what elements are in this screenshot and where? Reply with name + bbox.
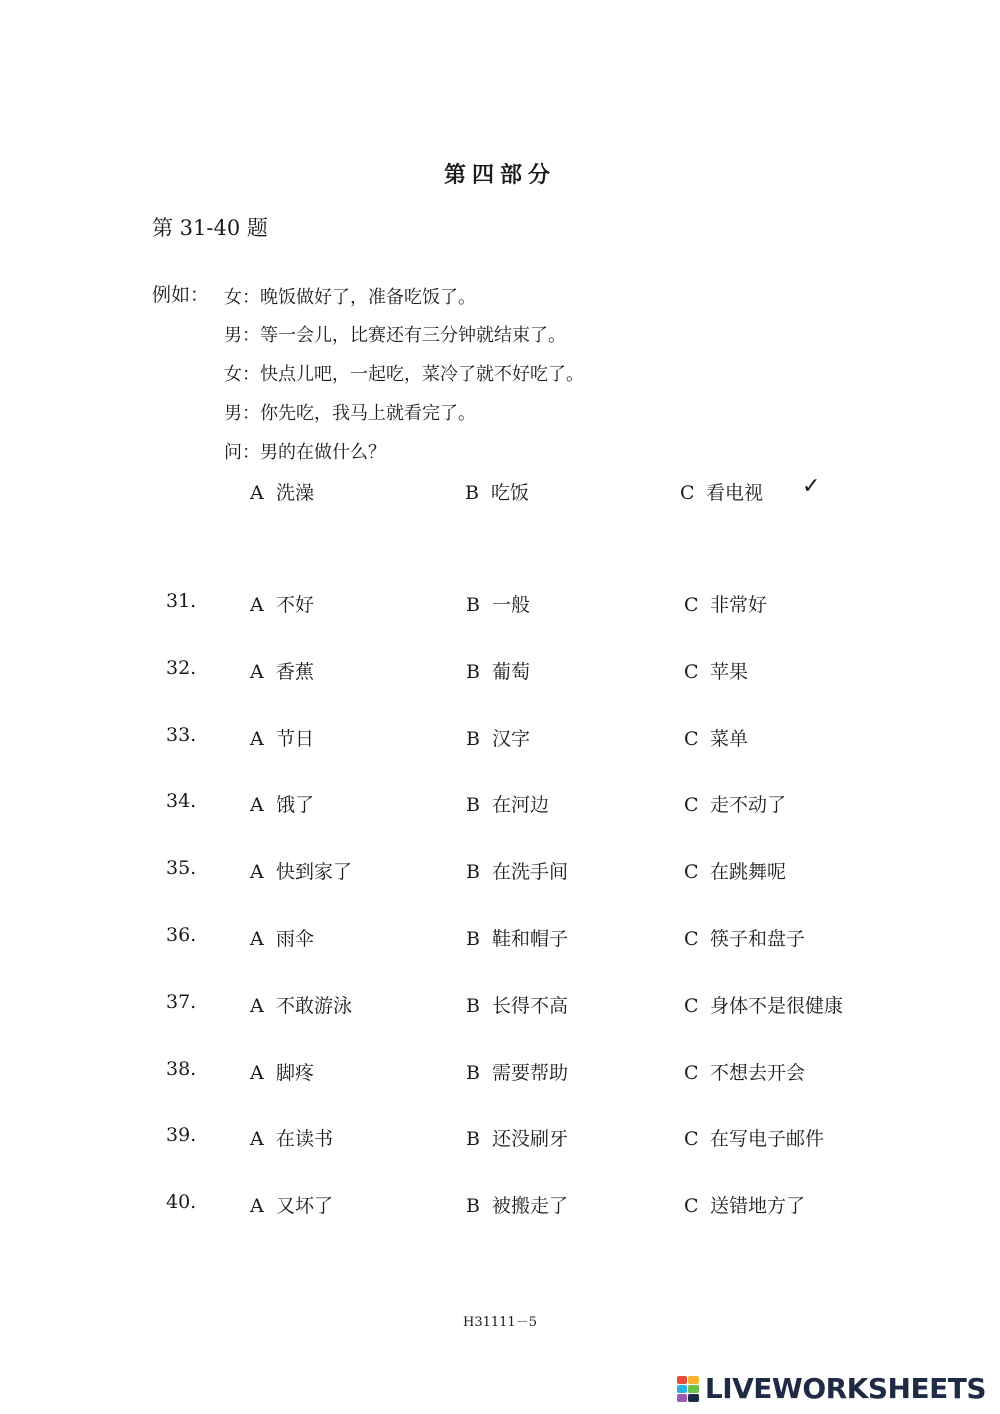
question-number: 39. <box>166 1124 197 1146</box>
brand-name: LIVEWORKSHEETS <box>704 1372 986 1405</box>
question-number: 34. <box>166 790 197 812</box>
example-option-c <box>680 478 763 505</box>
question-number: 37. <box>166 991 197 1013</box>
option-letter: C <box>684 661 699 683</box>
option-text: 还没刷牙 <box>492 1128 569 1150</box>
option-text: 香蕉 <box>276 661 315 683</box>
option-letter: C <box>684 1062 699 1084</box>
option-letter: C <box>684 794 699 816</box>
question-number: 36. <box>166 924 197 946</box>
answer-option-c[interactable] <box>684 657 748 684</box>
option-text: 快到家了 <box>276 861 353 883</box>
answer-option-a[interactable] <box>250 1191 333 1218</box>
option-letter: B <box>466 1062 480 1084</box>
answer-option-b[interactable] <box>466 790 549 817</box>
option-text: 在读书 <box>276 1128 334 1150</box>
option-text: 汉字 <box>492 728 531 750</box>
option-letter: B <box>466 661 480 683</box>
option-text: 不想去开会 <box>710 1062 806 1084</box>
option-letter: A <box>250 1062 264 1084</box>
option-letter: B <box>466 861 480 883</box>
option-text: 需要帮助 <box>492 1062 569 1084</box>
option-letter: B <box>466 1195 480 1217</box>
answer-option-b[interactable] <box>466 724 530 751</box>
answer-option-a[interactable] <box>250 790 314 817</box>
answer-option-a[interactable] <box>250 1058 314 1085</box>
example-dialogue-line: 男：你先吃，我马上就看完了。 <box>224 403 476 424</box>
answer-option-b[interactable] <box>466 1191 568 1218</box>
option-letter: B <box>466 1128 480 1150</box>
answer-option-a[interactable] <box>250 657 314 684</box>
option-text: 菜单 <box>710 728 749 750</box>
option-letter: A <box>250 594 264 616</box>
option-text: 不好 <box>276 594 315 616</box>
answer-option-c[interactable] <box>684 790 786 817</box>
question-number: 31. <box>166 590 197 612</box>
option-letter: B <box>466 995 480 1017</box>
option-letter: A <box>250 928 264 950</box>
option-text: 饿了 <box>276 794 315 816</box>
option-letter: C <box>684 1195 699 1217</box>
example-question: 问：男的在做什么？ <box>224 442 386 463</box>
example-option-a <box>250 478 314 505</box>
question-number: 38. <box>166 1058 197 1080</box>
answer-option-a[interactable] <box>250 724 314 751</box>
option-text: 在河边 <box>492 794 550 816</box>
option-letter: C <box>684 995 699 1017</box>
option-text: 一般 <box>492 594 531 616</box>
option-text: 脚疼 <box>276 1062 315 1084</box>
option-letter: C <box>684 594 699 616</box>
section-title: 第四部分 <box>443 162 556 188</box>
answer-option-c[interactable] <box>684 924 805 951</box>
option-text: 洗澡 <box>276 482 315 504</box>
option-text: 葡萄 <box>492 661 531 683</box>
option-text: 走不动了 <box>710 794 787 816</box>
option-text: 身体不是很健康 <box>710 995 844 1017</box>
answer-option-c[interactable] <box>684 724 748 751</box>
option-letter: C <box>680 482 695 504</box>
answer-option-b[interactable] <box>466 590 530 617</box>
answer-option-b[interactable] <box>466 1124 568 1151</box>
answer-option-a[interactable] <box>250 590 314 617</box>
question-range: 第 31-40 题 <box>152 216 268 240</box>
answer-option-b[interactable] <box>466 857 568 884</box>
option-letter: B <box>466 928 480 950</box>
answer-option-c[interactable] <box>684 1058 805 1085</box>
answer-option-c[interactable] <box>684 857 786 884</box>
answer-option-a[interactable] <box>250 924 314 951</box>
option-letter: A <box>250 995 264 1017</box>
option-letter: A <box>250 794 264 816</box>
option-letter: A <box>250 482 264 504</box>
option-letter: C <box>684 928 699 950</box>
option-text: 被搬走了 <box>492 1195 569 1217</box>
example-dialogue-line: 女：快点儿吧，一起吃，菜冷了就不好吃了。 <box>224 364 584 385</box>
option-text: 又坏了 <box>276 1195 334 1217</box>
answer-option-c[interactable] <box>684 590 767 617</box>
option-text: 长得不高 <box>492 995 569 1017</box>
option-letter: B <box>466 728 480 750</box>
option-text: 节日 <box>276 728 315 750</box>
option-letter: C <box>684 861 699 883</box>
answer-option-b[interactable] <box>466 924 568 951</box>
question-number: 40. <box>166 1191 197 1213</box>
answer-option-a[interactable] <box>250 991 352 1018</box>
option-text: 在写电子邮件 <box>710 1128 825 1150</box>
answer-option-c[interactable] <box>684 991 843 1018</box>
option-text: 在洗手间 <box>492 861 569 883</box>
check-mark-icon: ✓ <box>802 474 821 499</box>
answer-option-b[interactable] <box>466 991 568 1018</box>
answer-option-a[interactable] <box>250 1124 333 1151</box>
option-letter: A <box>250 861 264 883</box>
example-option-b <box>465 478 529 505</box>
option-letter: C <box>684 728 699 750</box>
example-dialogue-line: 女：晚饭做好了，准备吃饭了。 <box>224 287 476 308</box>
option-text: 苹果 <box>710 661 749 683</box>
answer-option-c[interactable] <box>684 1191 805 1218</box>
option-text: 不敢游泳 <box>276 995 353 1017</box>
brand-watermark <box>677 1372 986 1405</box>
option-letter: A <box>250 1128 264 1150</box>
option-letter: A <box>250 661 264 683</box>
option-text: 筷子和盘子 <box>710 928 806 950</box>
answer-option-a[interactable] <box>250 857 352 884</box>
answer-option-b[interactable] <box>466 1058 568 1085</box>
question-number: 33. <box>166 724 197 746</box>
answer-option-b[interactable] <box>466 657 530 684</box>
example-dialogue-line: 男：等一会儿，比赛还有三分钟就结束了。 <box>224 325 566 346</box>
option-letter: B <box>465 482 479 504</box>
option-text: 吃饭 <box>491 482 530 504</box>
answer-option-c[interactable] <box>684 1124 824 1151</box>
option-text: 鞋和帽子 <box>492 928 569 950</box>
option-text: 在跳舞呢 <box>710 861 787 883</box>
page-footer: H31111－5 <box>463 1315 537 1330</box>
option-text: 雨伞 <box>276 928 315 950</box>
option-letter: B <box>466 594 480 616</box>
option-letter: C <box>684 1128 699 1150</box>
option-letter: A <box>250 728 264 750</box>
option-letter: B <box>466 794 480 816</box>
liveworksheets-logo-icon <box>677 1376 699 1402</box>
option-letter: A <box>250 1195 264 1217</box>
question-number: 35. <box>166 857 197 879</box>
example-label: 例如： <box>152 284 210 306</box>
question-number: 32. <box>166 657 197 679</box>
option-text: 看电视 <box>706 482 764 504</box>
option-text: 送错地方了 <box>710 1195 806 1217</box>
option-text: 非常好 <box>710 594 768 616</box>
